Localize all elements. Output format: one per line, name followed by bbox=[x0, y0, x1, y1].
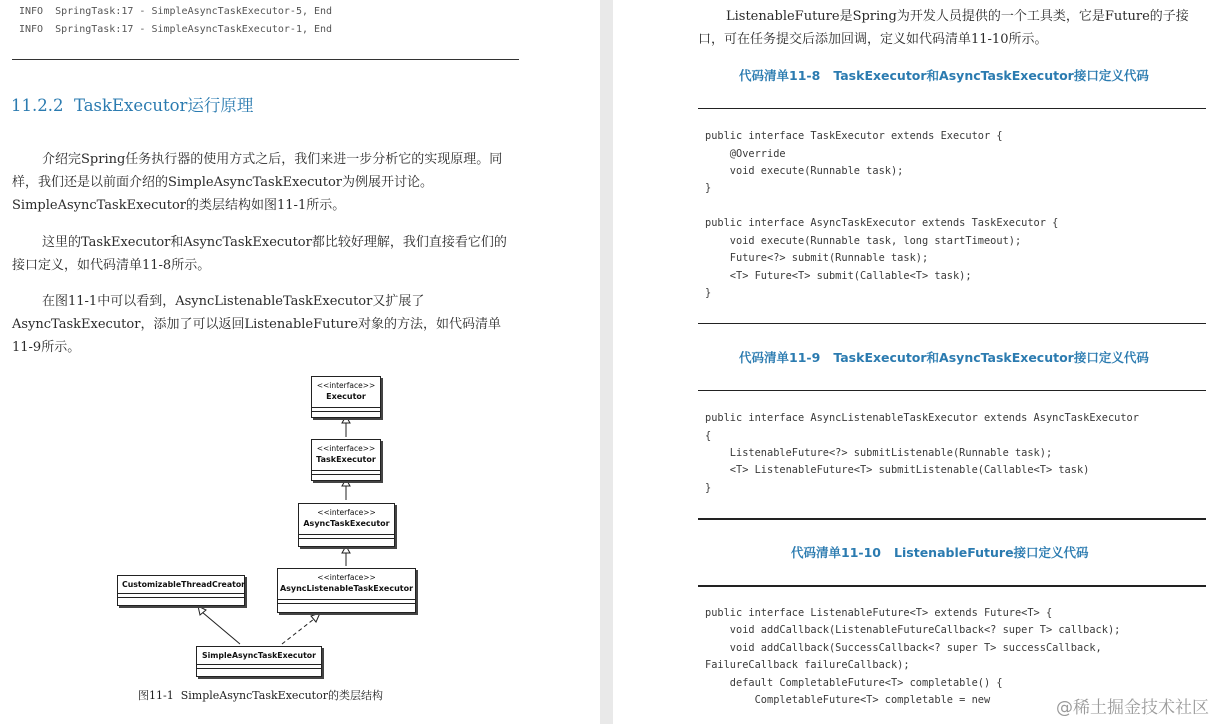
uml-task-executor bbox=[311, 439, 381, 481]
stereotype-label: <<interface>> bbox=[316, 381, 376, 390]
code-line: void addCallback(SuccessCallback<? super T> successCallback, bbox=[705, 642, 1102, 654]
code-line: } bbox=[705, 287, 712, 299]
right-page bbox=[613, 0, 1217, 724]
code-line: FailureCallback failureCallback); bbox=[705, 659, 910, 671]
listing-rule bbox=[698, 323, 1206, 324]
uml-executor bbox=[311, 376, 381, 418]
listing-rule bbox=[698, 390, 1206, 391]
figure-caption: 图11-1 SimpleAsyncTaskExecutor的类层结构 bbox=[138, 689, 383, 702]
class-name-task-executor: TaskExecutor bbox=[316, 455, 376, 464]
stereotype-label: <<interface>> bbox=[317, 573, 376, 582]
log-line: INFO SpringTask:17 - SimpleAsyncTaskExecutor-1, End bbox=[19, 24, 333, 35]
code-line: public interface TaskExecutor extends Executor { bbox=[705, 130, 1003, 142]
code-line: } bbox=[705, 182, 712, 194]
uml-customizable-thread-creator bbox=[117, 575, 245, 606]
generalization-line bbox=[202, 612, 240, 644]
listing-title-11-9: 代码清单11-9 TaskExecutor和AsyncTaskExecutor接口定义代码 bbox=[739, 350, 1149, 365]
code-line: <T> Future<T> submit(Callable<T> task); bbox=[705, 270, 972, 282]
listing-rule bbox=[698, 585, 1206, 587]
listing-title-11-10: 代码清单11-10 ListenableFuture接口定义代码 bbox=[791, 545, 1089, 560]
code-line: } bbox=[705, 482, 712, 494]
code-line: public interface AsyncTaskExecutor extends TaskExecutor { bbox=[705, 217, 1059, 229]
uml-async-task-executor bbox=[298, 503, 395, 547]
realization-line bbox=[282, 619, 314, 644]
code-line: void execute(Runnable task, long startTimeout); bbox=[705, 235, 1022, 247]
stereotype-label: <<interface>> bbox=[317, 508, 376, 517]
class-name-customizable-thread-creator: CustomizableThreadCreator bbox=[122, 580, 246, 589]
code-line: void addCallback(ListenableFutureCallback<? super T> callback); bbox=[705, 624, 1121, 636]
code-line: <T> ListenableFuture<T> submitListenable(Callable<T> task) bbox=[705, 464, 1090, 476]
section-heading: 11.2.2 TaskExecutor运行原理 bbox=[11, 96, 254, 115]
code-line: { bbox=[705, 430, 712, 442]
uml-simple-async-task-executor bbox=[196, 646, 322, 677]
code-line: CompletableFuture<T> completable = new bbox=[705, 694, 991, 706]
intro-paragraph: ListenableFuture是Spring为开发人员提供的一个工具类，它是Future的子接口，可在任务提交后添加回调，定义如代码清单11-10所示。 bbox=[698, 9, 1189, 47]
listing-title-11-8: 代码清单11-8 TaskExecutor和AsyncTaskExecutor接口定义代码 bbox=[739, 68, 1149, 83]
code-line: @Override bbox=[705, 148, 786, 160]
code-line: public interface AsyncListenableTaskExecutor extends AsyncTaskExecutor bbox=[705, 412, 1139, 424]
paragraph-3: 在图11-1中可以看到，AsyncListenableTaskExecutor又扩展了AsyncTaskExecutor，添加了可以返回ListenableFuture对象的方法，如代码清单11-9所示。 bbox=[12, 294, 502, 355]
watermark: @稀土掘金技术社区 bbox=[1056, 698, 1209, 718]
code-line: void execute(Runnable task); bbox=[705, 165, 904, 177]
class-name-simple-async-task-executor: SimpleAsyncTaskExecutor bbox=[201, 651, 317, 660]
code-line: ListenableFuture<?> submitListenable(Runnable task); bbox=[705, 447, 1053, 459]
left-page bbox=[0, 0, 600, 724]
paragraph-2: 这里的TaskExecutor和AsyncTaskExecutor都比较好理解，我们直接看它们的接口定义，如代码清单11-8所示。 bbox=[12, 235, 507, 273]
code-line: Future<?> submit(Runnable task); bbox=[705, 252, 929, 264]
listing-rule bbox=[698, 518, 1206, 520]
code-line: default CompletableFuture<T> completable() { bbox=[705, 677, 1003, 689]
listing-rule bbox=[698, 108, 1206, 109]
class-name-executor: Executor bbox=[326, 392, 366, 401]
paragraph-1: 介绍完Spring任务执行器的使用方式之后，我们来进一步分析它的实现原理。同样，我们还是以前面介绍的SimpleAsyncTaskExecutor为例展开讨论。SimpleAsyncTaskExecutor的类层结构如图11-1所示。 bbox=[12, 152, 503, 213]
log-line: INFO SpringTask:17 - SimpleAsyncTaskExecutor-5, End bbox=[19, 6, 333, 17]
diagram-connectors bbox=[0, 0, 600, 724]
uml-async-listenable-task-executor bbox=[277, 568, 416, 613]
stereotype-label: <<interface>> bbox=[316, 444, 376, 453]
generalization-arrow bbox=[198, 606, 206, 615]
class-name-async-listenable-task-executor: AsyncListenableTaskExecutor bbox=[279, 584, 414, 593]
generalization-arrow bbox=[342, 546, 350, 553]
class-name-async-task-executor: AsyncTaskExecutor bbox=[303, 519, 390, 528]
code-line: public interface ListenableFuture<T> extends Future<T> { bbox=[705, 607, 1053, 619]
